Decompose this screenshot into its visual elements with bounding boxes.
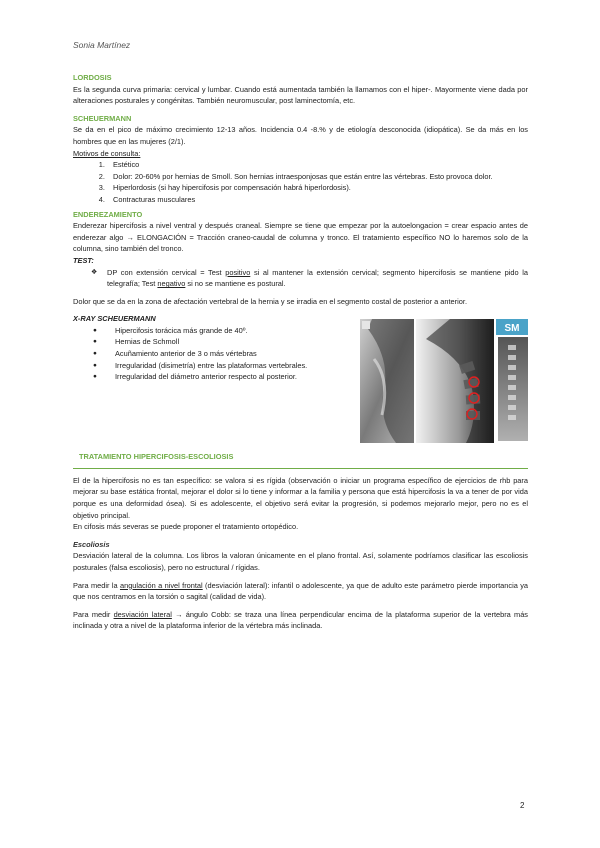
xray-image-left bbox=[360, 319, 414, 443]
test-label: TEST: bbox=[73, 255, 94, 265]
escoliosis-heading: Escoliosis bbox=[73, 539, 110, 549]
tratamiento-text: El de la hipercifosis no es tan específico: se valora si es rígida (observación o iniciar un programa específico de ejercicios de rhb para mejorar su base estática frontal, mejorar el dolor si lo tiene y informar a la familia y persona que está hipercifosis la va a tener de por vida porque es una deformidad ósea). Si es adolescente, el objetivo será evitar la progresión, si podemos mejorarlo mejor, pero no es el objetivo principal. bbox=[73, 475, 528, 520]
test-list bbox=[73, 267, 528, 290]
list-item: ● Irregularidad (disimetría) entre las plataformas vertebrales. bbox=[107, 360, 343, 372]
test-negativo: negativo bbox=[157, 279, 186, 289]
motivos-heading: Motivos de consulta: bbox=[73, 148, 141, 158]
xray-list bbox=[73, 325, 343, 383]
tratamiento-text-2: En cifosis más severas se puede proponer el tratamiento ortopédico. bbox=[73, 522, 299, 532]
motivos-list bbox=[73, 159, 528, 205]
author-header: Sonia Martínez bbox=[73, 40, 131, 50]
list-item: 2. Dolor: 20-60% por hernias de Smoll. Son hernias intraesponjosas que están entre las vértebras. Esto provoca dolor. bbox=[107, 171, 528, 183]
tratamiento-heading: TRATAMIENTO HIPERCIFOSIS-ESCOLIOSIS bbox=[79, 452, 234, 462]
enderezamiento-heading: ENDEREZAMIENTO bbox=[73, 209, 143, 219]
list-item: ● Irregularidad del diámetro anterior respecto al posterior. bbox=[107, 371, 343, 383]
dolor-text: Dolor que se da en la zona de afectación vertebral de la hernia y se irradia en el segmento costal de posterior a anterior. bbox=[73, 296, 467, 306]
list-item: 4. Contracturas musculares bbox=[107, 194, 528, 206]
scheuermann-text: Se da en el pico de máximo crecimiento 12-13 años. Incidencia 0.4 -8.% y de etiología desconocida (idiopática). Se da más en los hombres que en las mujeres (2/1). bbox=[73, 125, 528, 146]
list-item: ● Hipercifosis torácica más grande de 40º. bbox=[107, 325, 343, 337]
lordosis-heading: LORDOSIS bbox=[73, 73, 112, 82]
diamond-bullet-icon: ❖ bbox=[91, 268, 98, 276]
xray-heading: X-RAY SCHEUERMANN bbox=[73, 314, 156, 324]
page-number: 2 bbox=[520, 801, 525, 810]
enderezamiento-text: Enderezar hipercifosis a nivel ventral y después craneal. Siempre se tiene que empezar por la autoelongacion = crear espacio antes de enderezar algo → ELONGACIÓN = Tracción craneo-caudal de columna y tronco. El tratamiento específico NO lo haremos solo de la columna, sino también del tronco. bbox=[73, 221, 528, 254]
list-item: ● Hernias de Schmoll bbox=[107, 336, 343, 348]
list-item: ● Acuñamiento anterior de 3 o más vértebras bbox=[107, 348, 343, 360]
list-item: 1. Estético bbox=[107, 159, 528, 171]
list-item: 3. Hiperlordosis (si hay hipercifosis por compensación habrá hiperlordosis). bbox=[107, 182, 528, 194]
xray-figure bbox=[360, 319, 528, 445]
figure-logo: SM bbox=[504, 323, 520, 335]
list-item: ❖ DP con extensión cervical = Test positivo si al mantener la extensión cervical; segmento hipercifosis se mantiene pido la telegrafía; Test negativo si no se mantiene es postural. bbox=[91, 267, 529, 289]
xray-image-right bbox=[496, 319, 528, 441]
document-body bbox=[73, 72, 528, 632]
xray-section bbox=[73, 313, 528, 445]
scheuermann-heading: SCHEUERMANN bbox=[73, 113, 132, 123]
escoliosis-text: Desviación lateral de la columna. Los libros la valoran únicamente en el plano frontal. Así, solamente podríamos clasificar las escoliosis posturales (falsa escoliosis), pero no estructural / rígidas. bbox=[73, 551, 528, 573]
test-positivo: positivo bbox=[225, 267, 251, 277]
lordosis-text: Es la segunda curva primaria: cervical y lumbar. Cuando está aumentada también la llamamos con el hiper-. Mayormente viene dada por alteraciones posturales y congénitas. También neuromuscular, post laminectomía, etc. bbox=[73, 84, 528, 106]
cobb-text: Para medir desviación lateral → ángulo Cobb: se traza una línea perpendicular encima de la plataforma superior de la vertebra más inclinada y otra a nivel de la plataforma inferior de la vértebra más inclinada. bbox=[73, 609, 528, 631]
angulacion-text: Para medir la angulación a nivel frontal (desviación lateral): infantil o adolescente, ya que de adulto este parámetro pierde importancia ya que nos centramos en la torsión o sagital (calidad de vida). bbox=[73, 580, 528, 602]
xray-image-middle bbox=[416, 319, 494, 443]
